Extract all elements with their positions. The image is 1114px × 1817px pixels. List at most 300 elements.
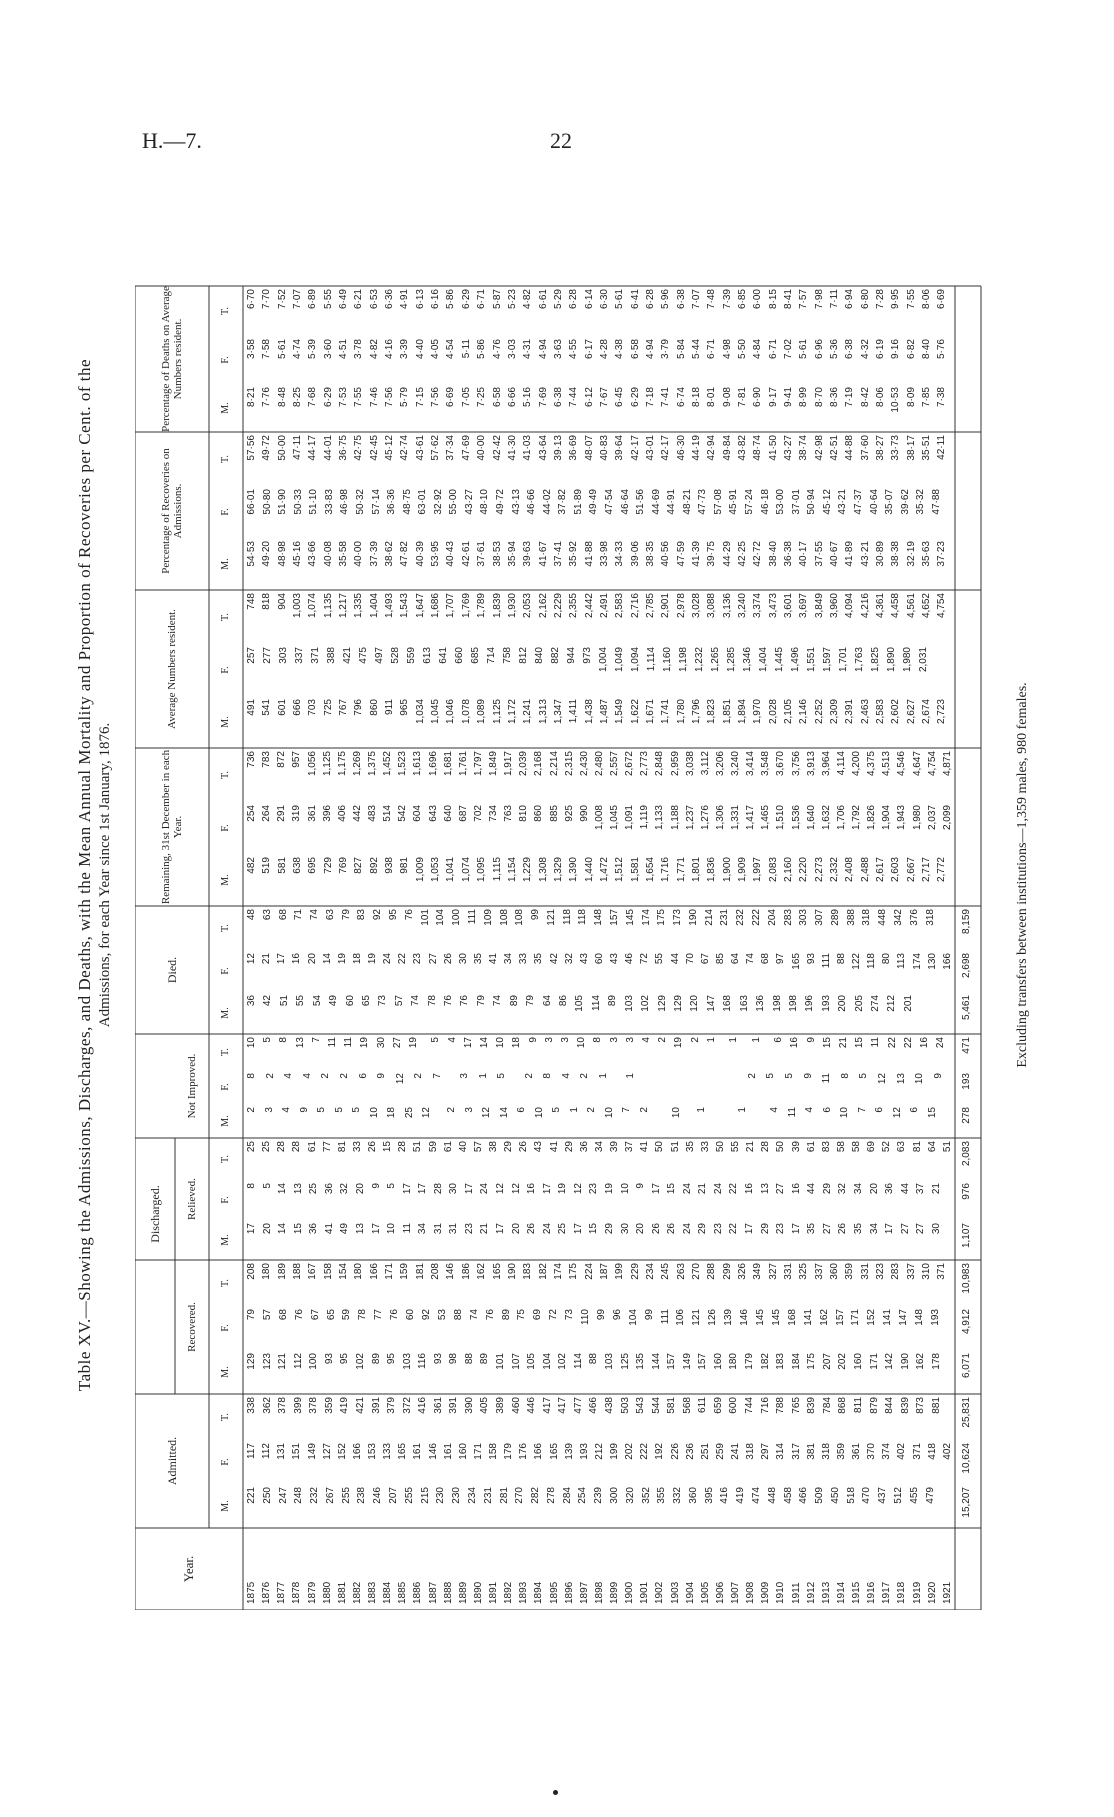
table-cell: 23 xyxy=(463,1223,475,1235)
table-cell: 477 xyxy=(572,1397,584,1414)
table-cell: 35 xyxy=(684,1141,696,1153)
table-cell: 5·11 xyxy=(460,339,472,359)
table-cell: 8 xyxy=(542,1073,554,1079)
table-cell: 250 xyxy=(261,1487,273,1504)
table-cell: 29 xyxy=(503,1141,515,1153)
table-cell: 49·72 xyxy=(495,489,506,515)
table-cell: 34 xyxy=(417,1223,429,1235)
table-cell: 83 xyxy=(356,909,368,921)
table-cell: 187 xyxy=(598,1263,610,1280)
table-cell: 2,667 xyxy=(905,857,917,883)
subheader-rem_m: M. xyxy=(220,874,231,886)
table-cell: 12 xyxy=(876,1073,888,1085)
table-cell: 10 xyxy=(603,1107,615,1119)
prec_t-column xyxy=(247,432,953,486)
table-cell: 130 xyxy=(926,953,938,970)
table-cell: 1 xyxy=(728,1037,740,1043)
table-cell: 6·00 xyxy=(752,289,764,310)
table-cell: 2 xyxy=(338,1073,350,1079)
table-cell: 4·31 xyxy=(522,339,534,360)
document-code: H.—7. xyxy=(142,128,202,153)
table-cell: 613 xyxy=(422,647,433,664)
table-cell: 885 xyxy=(548,805,560,822)
table-cell: 34 xyxy=(868,1223,880,1235)
table-cell: 1,329 xyxy=(552,857,564,883)
table-cell: 442 xyxy=(351,805,363,822)
table-cell: 512 xyxy=(893,1487,905,1504)
rel_m-column xyxy=(247,1220,953,1260)
table-cell: 1880 xyxy=(321,1581,333,1604)
table-cell: 419 xyxy=(735,1487,747,1504)
table-cell: 1900 xyxy=(624,1581,636,1604)
table-cell: 1,313 xyxy=(537,699,549,725)
table-cell: 1,640 xyxy=(805,805,817,831)
table-cell: 1905 xyxy=(699,1581,711,1604)
table-cell: 2 xyxy=(413,1073,425,1079)
table-cell: 171 xyxy=(384,1263,396,1280)
table-cell: 51 xyxy=(941,1141,953,1153)
table-cell: 17 xyxy=(790,1223,802,1235)
table-cell: 5 xyxy=(858,1073,870,1079)
table-cell: 1,452 xyxy=(382,751,394,777)
pd_f-column xyxy=(247,336,953,384)
table-cell: 25 xyxy=(557,1223,569,1235)
table-cell: 193 xyxy=(578,1443,590,1460)
table-cell: 659 xyxy=(712,1397,724,1414)
table-cell: 247 xyxy=(277,1487,289,1504)
table-cell: 165 xyxy=(397,1443,409,1460)
table-cell: 342 xyxy=(893,909,905,926)
table-cell: 60 xyxy=(405,1309,417,1321)
table-cell: 79 xyxy=(475,995,487,1007)
table-cell: 2 xyxy=(320,1073,332,1079)
table-cell: 24 xyxy=(382,953,394,965)
table-cell: 74 xyxy=(492,995,504,1007)
table-cell: 4,114 xyxy=(835,751,847,776)
table-cell: 379 xyxy=(386,1397,398,1414)
table-cell: 167 xyxy=(307,1263,319,1280)
table-cell: 68 xyxy=(760,953,772,965)
table-cell: 5·36 xyxy=(829,339,841,360)
table-cell: 33 xyxy=(351,1141,363,1153)
table-cell: 7·56 xyxy=(430,387,442,408)
table-cell: 1921 xyxy=(941,1581,953,1604)
table-cell: 600 xyxy=(728,1397,740,1414)
table-cell: 95 xyxy=(388,909,400,921)
table-cell: 7·07 xyxy=(292,289,304,310)
table-cell: 38·74 xyxy=(798,435,810,461)
table-cell: 120 xyxy=(689,995,701,1012)
table-cell: 3 xyxy=(560,1037,572,1043)
table-cell: 19 xyxy=(557,1183,569,1195)
table-cell: 5·84 xyxy=(675,339,687,360)
table-cell: 102 xyxy=(640,995,652,1012)
table-cell: 7·25 xyxy=(476,387,488,408)
table-cell: 3·79 xyxy=(660,339,672,360)
table-cell: 6·29 xyxy=(460,289,472,310)
header-relieved: Relieved. xyxy=(186,1178,198,1220)
total-ni_m: 278 xyxy=(961,1107,972,1124)
table-cell: 6·74 xyxy=(675,387,687,408)
table-cell: 42·61 xyxy=(460,541,472,567)
table-cell: 6·38 xyxy=(844,339,856,360)
table-cell: 1914 xyxy=(835,1581,847,1604)
table-cell: 65 xyxy=(360,995,372,1007)
pd_m-column xyxy=(247,384,953,432)
table-cell: 7·81 xyxy=(737,387,748,408)
table-cell: 359 xyxy=(844,1263,856,1280)
table-cell: 5 xyxy=(261,1183,273,1189)
table-cell: 2,391 xyxy=(844,699,856,725)
table-cell: 47·73 xyxy=(697,489,709,515)
table-cell: 248 xyxy=(293,1487,305,1504)
table-cell: 37 xyxy=(915,1183,927,1195)
table-cell: 263 xyxy=(675,1263,687,1280)
table-cell: 44 xyxy=(899,1183,911,1195)
table-cell: 201 xyxy=(902,995,914,1012)
table-cell: 2,603 xyxy=(890,857,902,883)
table-cell: 1,496 xyxy=(790,647,801,673)
table-cell: 528 xyxy=(390,647,401,664)
table-cell: 7·69 xyxy=(537,387,549,408)
table-cell: 78 xyxy=(357,1309,369,1321)
table-cell: 104 xyxy=(627,1309,639,1326)
table-cell: 24 xyxy=(541,1223,553,1235)
table-cell: 2,053 xyxy=(522,593,534,619)
table-cell: 46·18 xyxy=(759,489,771,515)
table-cell: 640 xyxy=(442,805,454,822)
table-cell: 231 xyxy=(719,909,731,926)
table-cell: 39·63 xyxy=(522,541,534,567)
table-cell: 65 xyxy=(325,1309,337,1321)
table-cell: 25 xyxy=(308,1183,320,1195)
table-cell: 12 xyxy=(572,1183,584,1195)
table-cell: 44·69 xyxy=(650,489,662,515)
table-cell: 4,375 xyxy=(866,751,878,777)
table-cell: 303 xyxy=(278,647,289,664)
table-cell: 10 xyxy=(386,1223,398,1235)
table-cell: 337 xyxy=(905,1263,917,1280)
table-cell: 104 xyxy=(541,1353,553,1370)
table-cell: 123 xyxy=(261,1353,273,1370)
table-cell: 15 xyxy=(666,1183,678,1195)
table-cell: 7·41 xyxy=(660,387,672,408)
table-cell: 27 xyxy=(899,1223,911,1235)
table-cell: 6·14 xyxy=(583,289,595,310)
table-cell: 8 xyxy=(246,1073,257,1079)
table-cell: 33 xyxy=(518,953,530,965)
table-cell: 42·42 xyxy=(491,435,503,461)
table-cell: 37·39 xyxy=(368,541,380,567)
table-cell: 1,613 xyxy=(412,751,424,777)
table-cell: 57·62 xyxy=(430,435,442,461)
table-cell: 5·87 xyxy=(491,289,503,310)
table-cell: 42·74 xyxy=(399,435,411,461)
table-cell: 47·59 xyxy=(675,541,687,567)
table-cell: 374 xyxy=(881,1443,893,1460)
subheader-rec_f: F. xyxy=(220,1324,231,1332)
table-cell: 6·80 xyxy=(859,289,871,310)
table-cell: 4·98 xyxy=(721,339,733,360)
table-cell: 1,306 xyxy=(714,805,726,831)
table-cell: 16 xyxy=(789,1037,801,1049)
table-cell: 1,154 xyxy=(506,857,518,883)
table-cell: 35·32 xyxy=(915,489,927,515)
table-cell: 1918 xyxy=(896,1581,908,1604)
table-cell: 126 xyxy=(707,1309,719,1326)
table-cell: 1911 xyxy=(790,1582,802,1604)
table-cell: 29 xyxy=(697,1223,709,1235)
subheader-died_f: F. xyxy=(220,967,231,975)
table-cell: 4,561 xyxy=(905,593,917,619)
table-cell: 39·62 xyxy=(899,489,911,515)
table-cell: 7·07 xyxy=(690,289,702,310)
subheader-pd_f: F. xyxy=(220,356,231,364)
header-discharged: Discharged. xyxy=(148,1185,162,1243)
table-cell: 39 xyxy=(609,1141,620,1153)
table-cell: 2,583 xyxy=(875,699,887,725)
table-cell: 319 xyxy=(291,805,303,822)
table-cell: 5 xyxy=(333,1107,345,1113)
table-cell: 176 xyxy=(518,1443,530,1460)
table-cell: 57·24 xyxy=(744,489,755,515)
table-cell: 3·63 xyxy=(552,339,564,360)
total-rec_t: 10,983 xyxy=(961,1263,972,1294)
table-cell: 46·30 xyxy=(675,435,687,461)
table-cell: 121 xyxy=(545,909,557,926)
table-cell: 1,049 xyxy=(614,647,625,673)
table-cell: 323 xyxy=(875,1263,887,1280)
table-cell: 152 xyxy=(336,1443,348,1460)
table-cell: 3,028 xyxy=(690,593,702,619)
table-cell: 1 xyxy=(625,1073,637,1079)
table-cell: 763 xyxy=(503,805,515,822)
table-cell: 43·64 xyxy=(537,435,549,461)
table-cell: 17 xyxy=(884,1223,896,1235)
table-cell: 5 xyxy=(430,1037,442,1043)
table-cell: 8 xyxy=(278,1037,290,1043)
table-cell: 10 xyxy=(246,1037,257,1049)
table-cell: 7·85 xyxy=(921,387,933,408)
table-cell: 149 xyxy=(681,1353,693,1370)
table-cell: 38·38 xyxy=(890,541,902,567)
table-cell: 14 xyxy=(277,1223,289,1235)
table-cell: 7 xyxy=(310,1037,322,1043)
table-cell: 162 xyxy=(818,1309,830,1326)
pd_t-column xyxy=(247,286,953,336)
table-cell: 184 xyxy=(790,1353,802,1370)
table-cell: 212 xyxy=(593,1443,605,1460)
table-cell: 157 xyxy=(608,909,620,926)
table-cell: 73 xyxy=(377,995,389,1007)
subheader-rel_m: M. xyxy=(220,1234,231,1246)
table-cell: 146 xyxy=(427,1443,439,1460)
table-cell: 161 xyxy=(412,1443,424,1460)
table-cell: 1909 xyxy=(760,1581,772,1604)
table-cell: 161 xyxy=(442,1443,454,1460)
table-cell: 332 xyxy=(672,1487,684,1504)
table-cell: 35·07 xyxy=(884,489,896,515)
table-cell: 23 xyxy=(775,1223,787,1235)
died_m-column xyxy=(247,992,953,1034)
table-cell: 1,308 xyxy=(537,857,549,883)
table-cell: 1,347 xyxy=(552,699,564,725)
table-cell: 19 xyxy=(673,1037,685,1049)
table-cell: 76 xyxy=(443,995,455,1007)
table-cell: 27 xyxy=(775,1183,787,1195)
table-cell: 229 xyxy=(629,1263,641,1280)
table-cell: 40·67 xyxy=(829,541,841,567)
table-cell: 38·53 xyxy=(491,541,503,567)
table-cell: 75 xyxy=(516,1309,528,1321)
table-cell: 4·94 xyxy=(644,339,656,360)
table-cell: 39·13 xyxy=(552,435,564,461)
table-cell: 7·44 xyxy=(568,387,580,408)
subheader-prec_f: F. xyxy=(220,508,231,516)
table-cell: 188 xyxy=(292,1263,304,1280)
table-cell: 325 xyxy=(798,1263,810,1280)
table-cell: 1,836 xyxy=(706,857,718,883)
table-cell: 736 xyxy=(246,751,257,768)
table-cell: 1,404 xyxy=(758,647,769,673)
table-cell: 42·75 xyxy=(353,435,365,461)
table-cell: 2 xyxy=(638,1107,650,1113)
table-cell: 192 xyxy=(654,1443,666,1460)
table-cell: 9·41 xyxy=(783,387,795,408)
table-cell: 37·23 xyxy=(936,541,948,567)
table-cell: 10 xyxy=(576,1037,588,1049)
table-cell: 360 xyxy=(687,1487,699,1504)
table-cell: 1,045 xyxy=(430,699,442,725)
table-cell: 270 xyxy=(690,1263,702,1280)
table-cell: 687 xyxy=(457,805,469,822)
table-cell: 12 xyxy=(394,1073,406,1085)
table-cell: 5 xyxy=(386,1183,398,1189)
table-cell: 2,214 xyxy=(548,751,560,777)
table-cell: 37·55 xyxy=(813,541,825,567)
table-cell: 53·00 xyxy=(775,489,787,515)
table-cell: 8·06 xyxy=(921,289,933,310)
table-cell: 2,309 xyxy=(829,699,841,725)
table-cell: 35·51 xyxy=(921,435,933,461)
table-cell: 5 xyxy=(262,1037,274,1043)
table-cell: 171 xyxy=(472,1443,484,1460)
table-cell: 4,647 xyxy=(911,751,923,777)
table-cell: 7·38 xyxy=(936,387,948,408)
table-cell: 1,114 xyxy=(646,647,657,672)
rec_t-column xyxy=(247,1260,953,1306)
table-cell: 5 xyxy=(765,1073,777,1079)
table-cell: 12 xyxy=(510,1183,522,1195)
table-cell: 93 xyxy=(323,1353,335,1365)
table-cell: 5·50 xyxy=(737,339,748,360)
table-cell: 27 xyxy=(915,1223,927,1235)
table-cell: 234 xyxy=(644,1263,656,1280)
table-cell: 6·71 xyxy=(706,339,718,360)
table-cell: 331 xyxy=(859,1263,871,1280)
table-cell: 391 xyxy=(370,1397,382,1414)
table-cell: 10·53 xyxy=(890,387,902,413)
table-cell: 27 xyxy=(391,1037,403,1049)
table-cell: 695 xyxy=(307,857,319,874)
table-cell: 1,930 xyxy=(506,593,518,619)
table-cell: 5·79 xyxy=(399,387,411,408)
table-cell: 1904 xyxy=(684,1581,696,1604)
page-mark xyxy=(553,1790,558,1795)
table-cell: 990 xyxy=(578,805,590,822)
table-cell: 118 xyxy=(561,909,573,925)
table-cell: 166 xyxy=(368,1263,380,1280)
table-cell: 30 xyxy=(448,1183,460,1195)
table-cell: 1,769 xyxy=(460,593,472,619)
table-cell: 88 xyxy=(835,953,847,965)
table-cell: 17 xyxy=(276,953,288,965)
table-cell: 1,523 xyxy=(397,751,409,777)
table-cell: 483 xyxy=(367,805,378,822)
table-cell: 47·37 xyxy=(852,489,864,515)
table-cell: 1875 xyxy=(246,1581,257,1604)
total-ni_t: 471 xyxy=(961,1037,972,1054)
table-cell: 31 xyxy=(448,1223,460,1235)
table-cell: 390 xyxy=(463,1397,475,1414)
table-cell: 3,206 xyxy=(714,751,726,777)
table-cell: 215 xyxy=(419,1487,431,1504)
table-cell: 39·06 xyxy=(629,541,641,567)
table-cell: 15 xyxy=(292,1223,304,1235)
subheader-prec_t: T. xyxy=(220,455,231,463)
table-cell: 97 xyxy=(775,953,787,965)
table-cell: 1906 xyxy=(714,1581,726,1604)
table-cell: 163 xyxy=(738,995,750,1012)
table-cell: 86 xyxy=(558,995,570,1007)
table-cell: 129 xyxy=(672,995,684,1012)
table-cell: 28 xyxy=(432,1183,444,1195)
table-cell: 1,894 xyxy=(737,699,748,725)
table-cell: 42·11 xyxy=(936,435,948,460)
table-cell: 50·80 xyxy=(261,489,273,515)
table-cell: 165 xyxy=(491,1263,503,1280)
table-cell: 2,252 xyxy=(813,699,825,725)
table-cell: 179 xyxy=(503,1443,515,1460)
table-cell: 1,269 xyxy=(351,751,363,777)
table-cell: 4·55 xyxy=(568,339,580,360)
table-cell: 59 xyxy=(427,1141,439,1153)
table-cell: 2,083 xyxy=(767,857,779,883)
table-cell: 44·19 xyxy=(690,435,702,461)
table-cell: 76 xyxy=(403,909,415,921)
table-cell: 76 xyxy=(293,1309,305,1321)
table-cell: 193 xyxy=(929,1309,941,1326)
table-cell: 254 xyxy=(577,1487,589,1504)
table-cell: 40·00 xyxy=(353,541,365,567)
subheader-ni_f: F. xyxy=(220,1083,231,1091)
table-cell: 19 xyxy=(367,953,378,965)
avg_t-column xyxy=(247,590,953,644)
table-cell: 6·28 xyxy=(644,289,656,310)
table-cell: 1,056 xyxy=(306,751,318,777)
table-cell: 406 xyxy=(336,805,348,822)
subheader-rec_t: T. xyxy=(220,1279,231,1287)
subheader-rec_m: M. xyxy=(220,1366,231,1378)
table-cell: 57 xyxy=(472,1141,484,1153)
table-cell: 48·07 xyxy=(583,435,595,461)
table-cell: 141 xyxy=(802,1309,814,1326)
table-cell: 102 xyxy=(557,1353,569,1370)
table-cell: 114 xyxy=(590,995,602,1011)
table-cell: 10 xyxy=(839,1107,851,1119)
table-cell: 14 xyxy=(479,1037,491,1049)
table-cell: 30 xyxy=(375,1037,387,1049)
